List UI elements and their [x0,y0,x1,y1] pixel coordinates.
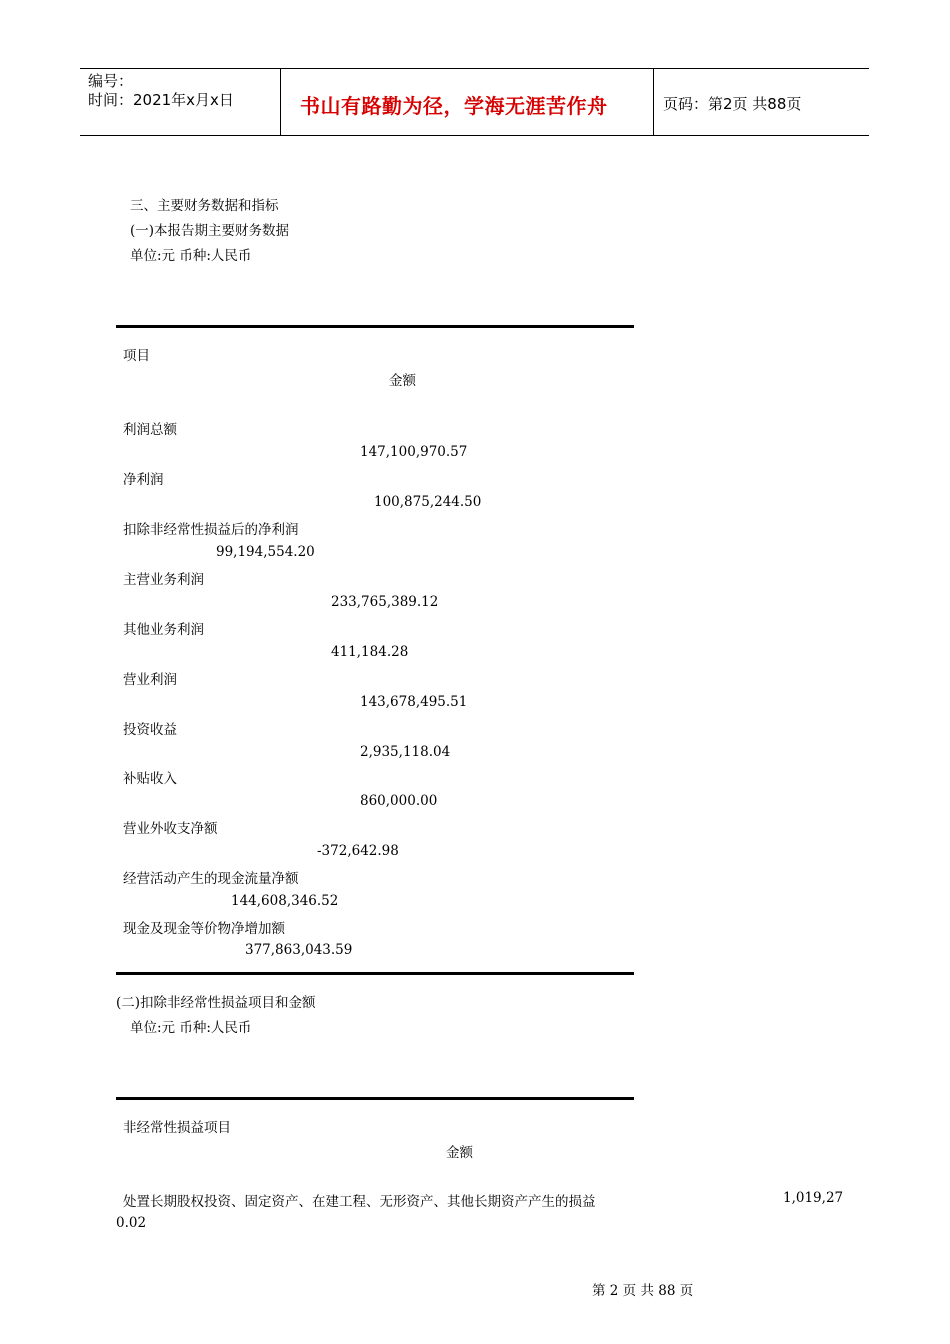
page-footer: 第 2 页 共 88 页 [592,1283,694,1299]
row-value: 860,000.00 [360,793,438,809]
header-top-border [80,68,869,69]
row-value: 99,194,554.20 [216,544,315,560]
row-value: 147,100,970.57 [360,444,468,460]
table1-col-amount: 金额 [389,373,416,389]
header-number-label: 编号： [88,72,134,90]
table1-col-item: 项目 [123,348,150,364]
table2-title: (二)扣除非经常性损益项目和金额 [116,995,316,1011]
header-date-label: 时间：2021年x月x日 [88,91,234,109]
row-value: 2,935,118.04 [360,744,451,760]
row-value: -372,642.98 [317,843,399,859]
row-label: 现金及现金等价物净增加额 [123,921,285,937]
row-value: 100,875,244.50 [374,494,482,510]
table1-bottom-rule [116,972,634,975]
row-label: 扣除非经常性损益后的净利润 [123,522,299,538]
header-bottom-border [80,135,869,136]
table1-title: (一)本报告期主要财务数据 [130,223,290,239]
row-label: 处置长期股权投资、固定资产、在建工程、无形资产、其他长期资产产生的损益 [123,1194,596,1210]
header-divider-left [280,69,281,136]
row-label: 营业外收支净额 [123,821,218,837]
row-value: 143,678,495.51 [360,694,468,710]
row-label: 利润总额 [123,422,177,438]
header-motto: 书山有路勤为径，学海无涯苦作舟 [300,94,608,118]
row-label: 经营活动产生的现金流量净额 [123,871,299,887]
header-page-label: 页码：第2页 共88页 [663,95,802,113]
row-label: 投资收益 [123,722,177,738]
row-label: 补贴收入 [123,771,177,787]
row-value: 233,765,389.12 [331,594,439,610]
table2-unit: 单位:元 币种:人民币 [130,1020,252,1036]
table2-col-amount: 金额 [446,1145,473,1161]
table1-top-rule [116,325,634,328]
section-title: 三、主要财务数据和指标 [130,198,279,214]
row-label: 营业利润 [123,672,177,688]
header-divider-right [653,69,654,136]
row-value: 377,863,043.59 [245,942,353,958]
row-label: 其他业务利润 [123,622,204,638]
table1-unit: 单位:元 币种:人民币 [130,248,252,264]
table2-col-item: 非经常性损益项目 [123,1120,231,1136]
row-label: 净利润 [123,472,164,488]
row-value: 411,184.28 [331,644,409,660]
table2-top-rule [116,1097,634,1100]
row-label: 主营业务利润 [123,572,204,588]
row-value: 1,019,27 [783,1190,844,1206]
row-value-wrap: 0.02 [116,1215,147,1231]
row-value: 144,608,346.52 [231,893,339,909]
